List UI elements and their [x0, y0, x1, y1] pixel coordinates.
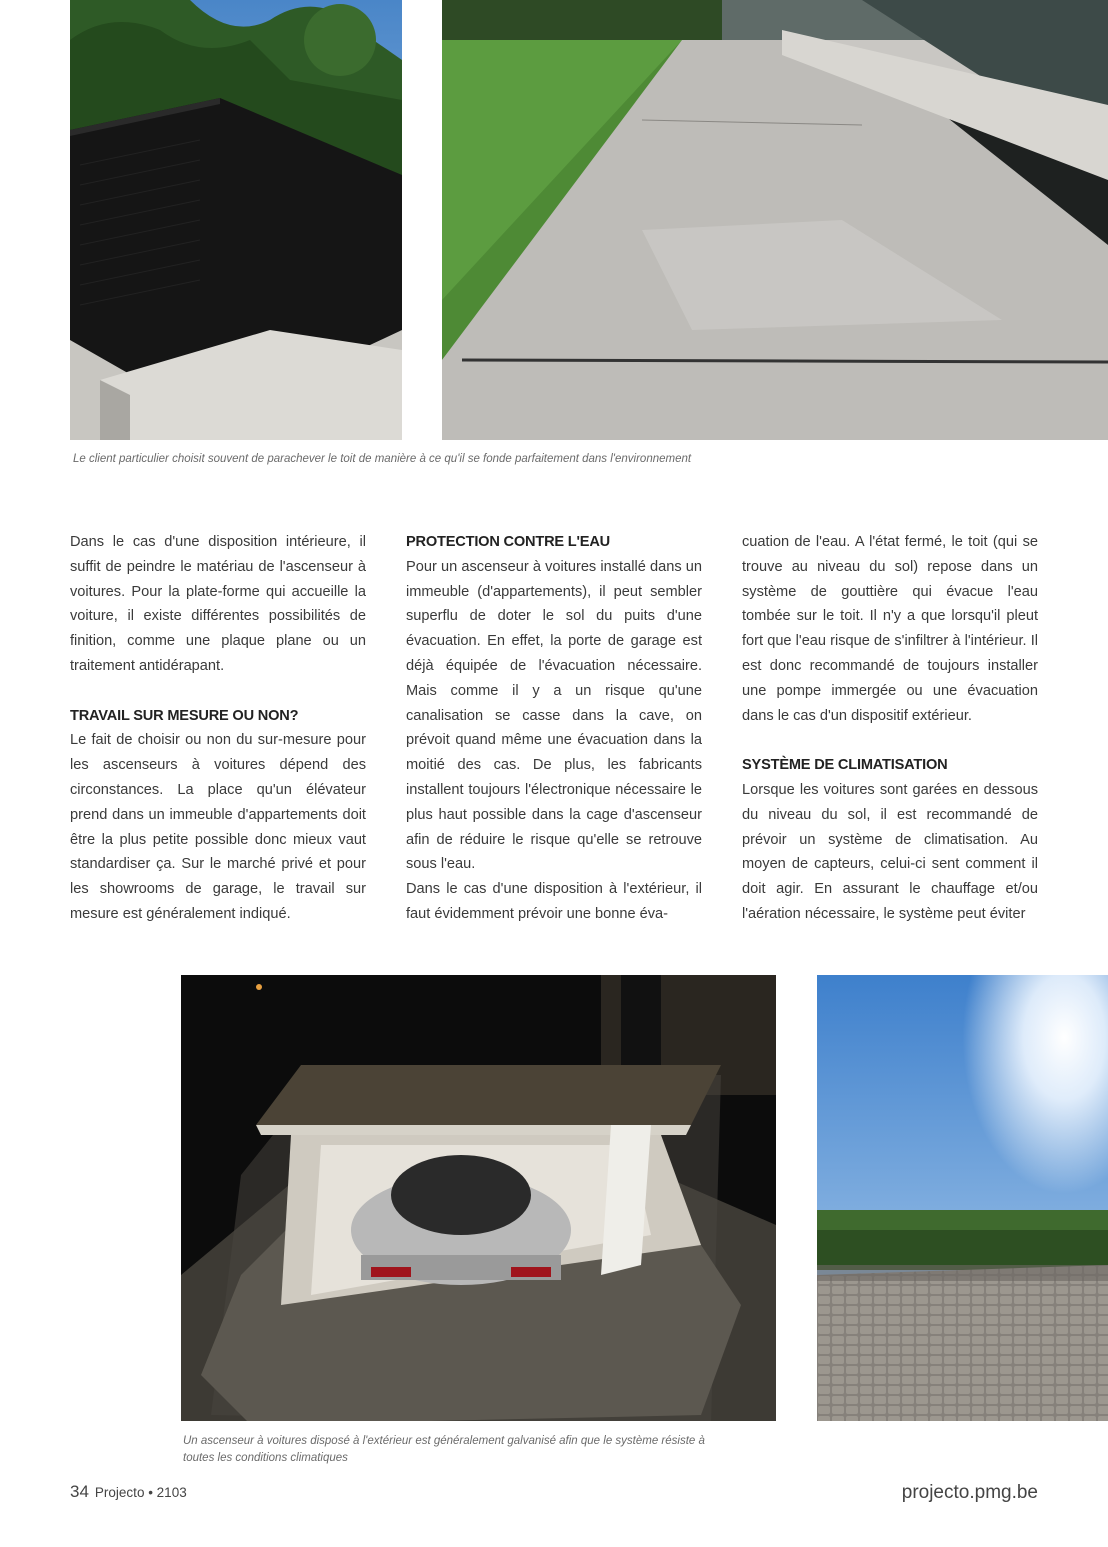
text-column-3: [742, 530, 1038, 927]
text-column-1: [70, 530, 366, 927]
section-heading: SYSTÈME DE CLIMATISATION: [742, 757, 948, 774]
magazine-issue: Projecto • 2103: [94, 1485, 187, 1500]
caption-line: Un ascenseur à voitures disposé à l'extérieur est généralement galvanisé afin que le système résiste à: [183, 1435, 705, 1447]
paragraph: Pour un ascenseur à voitures installé dans un immeuble (d'appartements), il peut sembler superflu de doter le sol du puits d'une évacuation. En effet, la porte de garage est déjà équipée de l'évacuation nécessaire. Mais comme il y a un risque qu'une canalisation se casse dans la cave, on prévoit quand même une évacuation dans la moitié des cas. De plus, les fabricants installent toujours l'électronique nécessaire le plus haut possible dans la cage d'ascenseur afin de réduire le risque qu'elle se retrouve sous l'eau.: [406, 558, 702, 873]
concrete-walkway-photo: [442, 0, 1108, 440]
paragraph: cuation de l'eau. A l'état fermé, le toit (qui se trouve au niveau du sol) repose dans un système de gouttière qui évacue l'eau tombée sur le toit. Il n'y a que lorsqu'il pleut fort que l'eau risque de s'infiltrer à l'intérieur. Il est donc recommandé de toujours installer une pompe immergée ou une évacuation dans le cas d'un dispositif extérieur.: [742, 534, 1038, 724]
page-footer-left: [70, 1482, 187, 1502]
paragraph: Dans le cas d'une disposition intérieure, il suffit de peindre le matériau de l'ascenseur à voitures. Pour la plate-forme qui accueille la voiture, il existe différentes possibilités de finition, comme une plaque plane ou un traitement antidérapant.: [70, 534, 366, 674]
top-photo-caption: Le client particulier choisit souvent de parachever le toit de manière à ce qu'il se fonde parfaitement dans l'environnement: [73, 453, 692, 465]
black-garage-box-photo: [70, 0, 402, 440]
section-heading: TRAVAIL SUR MESURE OU NON?: [70, 707, 299, 724]
paragraph: Le fait de choisir ou non du sur-mesure pour les ascenseurs à voitures dépend des circonstances. La place qu'un élévateur prend dans un immeuble d'appartements doit être la plus petite possible donc mieux vaut standardiser ça. Sur le marché privé et pour les showrooms de garage, le travail sur mesure est généralement indiqué.: [70, 732, 366, 922]
paragraph: Lorsque les voitures sont garées en dessous du niveau du sol, il est recommandé de prévoir un système de climatisation. Au moyen de capteurs, celui-ci sent comment il doit agir. En assurant le chauffage et/ou l'aération nécessaire, le système peut éviter: [742, 781, 1038, 922]
section-heading: PROTECTION CONTRE L'EAU: [406, 534, 610, 550]
bottom-photo-caption: [183, 1433, 705, 1467]
paragraph: Dans le cas d'une disposition à l'extérieur, il faut évidemment prévoir une bonne éva-: [406, 881, 702, 922]
caption-line: toutes les conditions climatiques: [183, 1452, 348, 1464]
porsche-car-lift-night-photo: [181, 975, 776, 1421]
text-column-2: [406, 530, 702, 927]
cobblestone-courtyard-photo: [817, 975, 1108, 1421]
website-link[interactable]: projecto.pmg.be: [901, 1482, 1038, 1503]
page-number: 34: [70, 1482, 89, 1501]
